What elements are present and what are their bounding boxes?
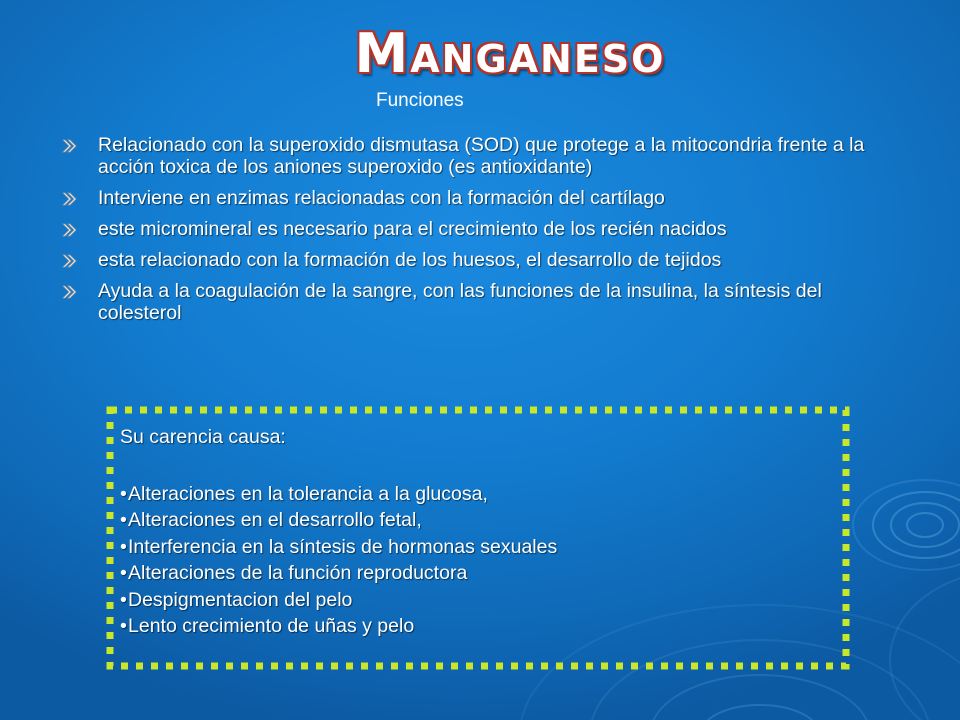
carencia-item xyxy=(120,507,557,533)
slide-subtitle: Funciones xyxy=(376,90,464,111)
function-item xyxy=(62,187,902,209)
double-chevron-arrow-icon xyxy=(62,223,78,237)
carencia-item xyxy=(120,587,557,613)
function-text: este micromineral es necesario para el crecimiento de los recién nacidos xyxy=(98,218,727,240)
carencia-item xyxy=(120,613,557,639)
carencia-item xyxy=(120,534,557,560)
double-chevron-arrow-icon xyxy=(62,285,78,299)
function-item xyxy=(62,134,902,178)
carencia-item xyxy=(120,560,557,586)
function-item xyxy=(62,280,902,324)
double-chevron-arrow-icon xyxy=(62,254,78,268)
carencia-item-text: Alteraciones en el desarrollo fetal, xyxy=(128,509,422,532)
function-text: Ayuda a la coagulación de la sangre, con las funciones de la insulina, la síntesis del colesterol xyxy=(98,280,822,324)
carencia-item-text: Alteraciones de la función reproductora xyxy=(128,562,468,585)
carencia-item xyxy=(120,481,557,507)
bullet-dot-icon: • xyxy=(120,509,127,532)
function-text: Interviene en enzimas relacionadas con la formación del cartílago xyxy=(98,187,665,209)
function-item xyxy=(62,249,902,271)
bullet-dot-icon: • xyxy=(120,588,127,611)
double-chevron-arrow-icon xyxy=(62,192,78,206)
bullet-dot-icon: • xyxy=(120,535,127,558)
carencia-item-text: Alteraciones en la tolerancia a la glucosa, xyxy=(128,483,488,505)
double-chevron-arrow-icon xyxy=(62,139,78,153)
function-text: esta relacionado con la formación de los huesos, el desarrollo de tejidos xyxy=(98,249,722,271)
carencia-item-text: Despigmentacion del pelo xyxy=(128,588,353,611)
functions-list xyxy=(62,134,902,333)
bullet-dot-icon: • xyxy=(120,483,127,505)
bullet-dot-icon: • xyxy=(120,562,127,585)
bullet-dot-icon: • xyxy=(120,615,127,638)
carencia-item-text: Interferencia en la síntesis de hormonas sexuales xyxy=(128,535,558,558)
carencia-list xyxy=(120,481,557,639)
function-item xyxy=(62,218,902,240)
slide-title: Manganeso xyxy=(354,22,666,85)
carencia-heading: Su carencia causa: xyxy=(120,426,286,448)
carencia-item-text: Lento crecimiento de uñas y pelo xyxy=(128,615,415,638)
function-text: Relacionado con la superoxido dismutasa (SOD) que protege a la mitocondria frente a la acción toxica de los aniones superoxido (es antioxidante) xyxy=(98,134,865,178)
